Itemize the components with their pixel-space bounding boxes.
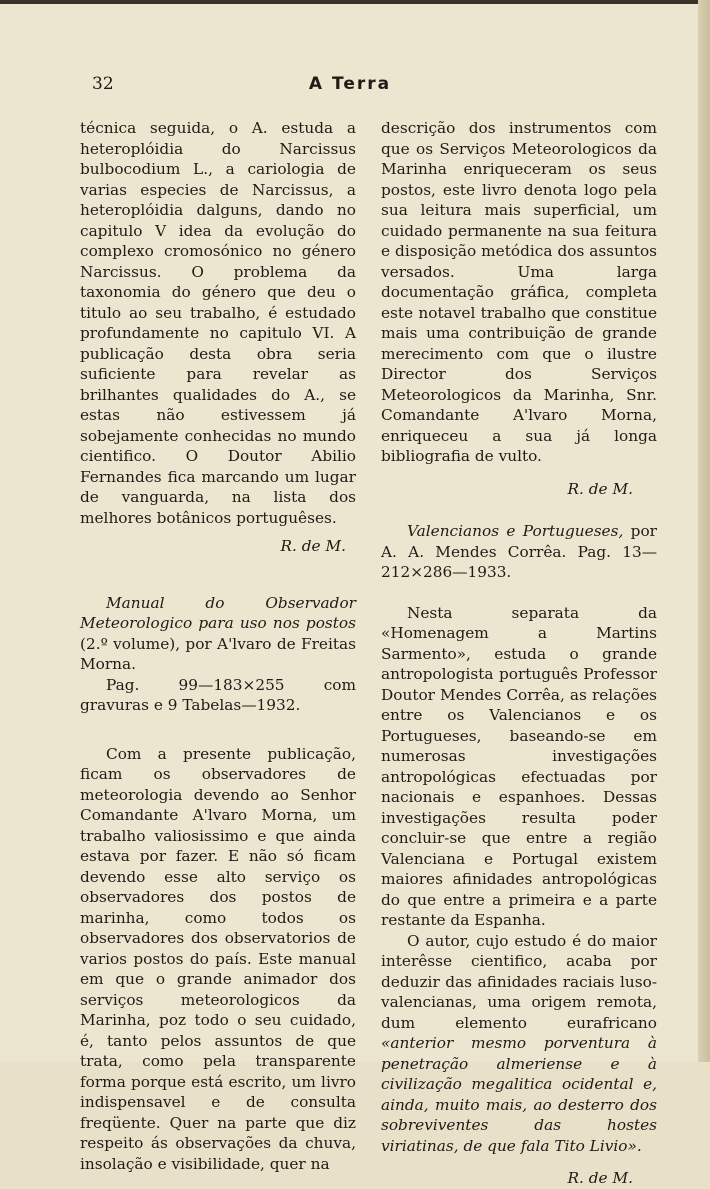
signature: R. de M. [567,479,633,498]
manual-title: Manual do Observador Meteorologico para uso nos postos [80,593,356,632]
top-border [0,0,700,4]
manual-citation [80,593,356,675]
manual-review-continuation: descrição dos instrumentos com que os Serviços Meteorologicos da Marinha enriqueceram os seus postos, este livro denota logo pela sua leitura mais superficial, um cuidado permanente na sua feitura e disposição metódica dos assuntos versados. Uma larga documentação gráfica, completa este notavel trabalho que constitue mais uma contribuição de grande merecimento com que o ilustre Director dos Serviços Meteorologicos da Marinha, Snr. Comandante A'lvaro Morna, enriqueceu a sua já longa bibliografia de vulto. [381,119,657,465]
conclusion-text: O autor, cujo estudo é do maior interêsse cientifico, acaba por deduzir das afinidades raciais luso-valencianas, uma origem remota, dum elemento eurafricano [381,931,657,1032]
book-author: por A. A. Mendes Corrêa. Pag. 13—212×286—1933. [381,522,657,581]
book-citation [381,521,657,583]
quotation: «anterior mesmo porventura à penetração almeriense e à civilização megalitica ocidental e, ainda, muito mais, ao desterro dos sobreviventes das hostes viriatinas, de que fala Tito Livio». [381,1034,657,1155]
running-title: A Terra [308,74,392,94]
book-title: Valencianos e Portugueses, [407,522,624,540]
book-review-paragraph: Nesta separata da «Homenagem a Martins Sarmento», estuda o grande antropologista português Professor Doutor Mendes Corrêa, as relações entre os Valencianos e os Portugueses, baseando-se em numerosas investigações antropológicas efectuadas por nacionais e espanhoes. Dessas investigações resulta poder concluir-se que entre a região Valenciana e Portugal existem maiores afinidades antropológicas do que entre a primeira e a parte restante da Espanha. [381,603,657,929]
signature: R. de M. [567,1169,633,1187]
left-column [80,118,356,1174]
right-column [381,118,657,1189]
page-edge [698,0,710,1062]
manual-author: (2.º volume), por A'lvaro de Freitas Morna. [80,634,356,673]
manual-pagination: Pag. 99—183×255 com gravuras e 9 Tabelas—1932. [80,675,356,714]
review-continuation-paragraph: técnica seguida, o A. estuda a heteroplóidia do Narcissus bulbocodium L., a cariologia de varias especies de Narcissus, a heteroplóidia dalguns, dando no capitulo V idea da evolução do complexo cromosónico no género Narcissus. O problema da taxonomia do género que deu o titulo ao seu trabalho, é estudado profundamente no capitulo VI. A publicação desta obra seria suficiente para revelar as brilhantes qualidades do A., se estas não estivessem já sobejamente conhecidas no mundo cientifico. O Doutor Abilio Fernandes fica marcando um lugar de vanguarda, na lista dos melhores botânicos portuguêses. [80,119,356,527]
manual-review-paragraph: Com a presente publicação, ficam os observadores de meteorologia devendo ao Senhor Comandante A'lvaro Morna, um trabalho valiosissimo e que ainda estava por fazer. E não só ficam devendo esse alto serviço os observadores dos postos de marinha, como todos os observadores dos observatorios de varios postos do país. Este manual em que o grande animador dos serviços meteorologicos da Marinha, poz todo o seu cuidado, é, tanto pelos assuntos de que trata, como pela transparente forma porque está escrito, um livro indispensavel e de consulta freqüente. Quer na parte que diz respeito ás observações da chuva, insolação e visibilidade, quer na [80,744,356,1173]
signature: R. de M. [280,537,346,555]
book-review-conclusion [381,931,657,1157]
page-number: 32 [92,74,114,94]
page-header [0,74,700,98]
